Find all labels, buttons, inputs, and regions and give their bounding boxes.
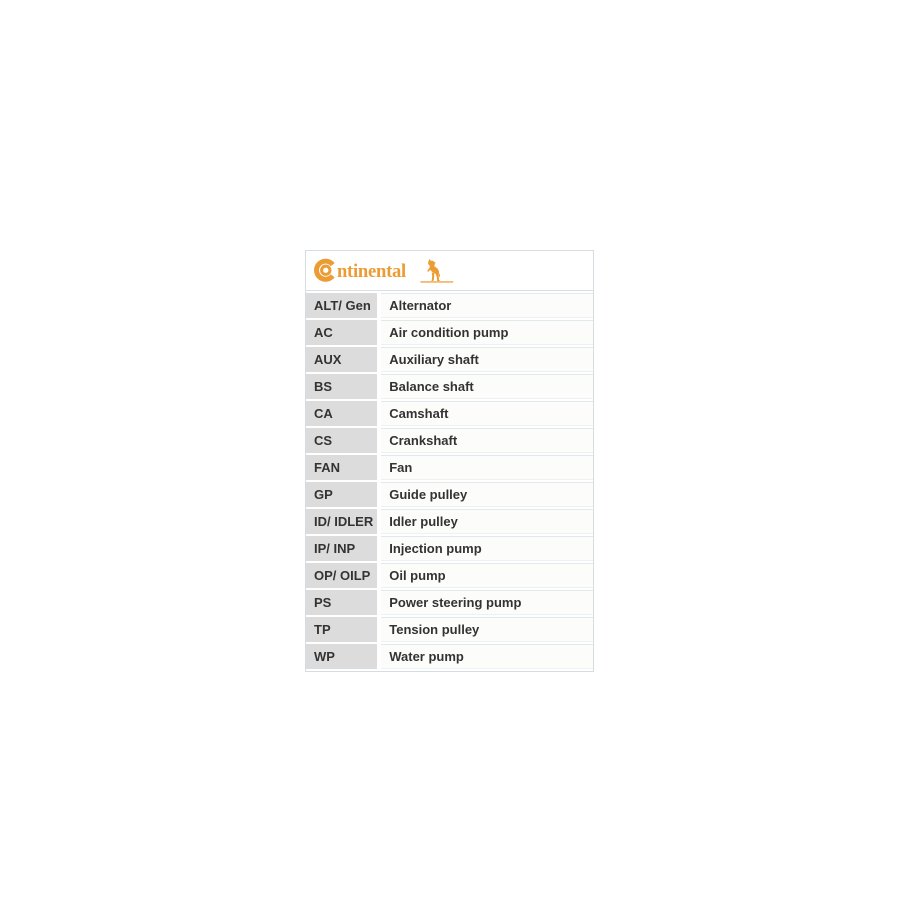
abbreviation-cell: ALT/ Gen [306,293,381,318]
component-name-cell: Water pump [381,644,593,669]
table-row [306,401,593,426]
component-name-cell: Fan [381,455,593,480]
table-row [306,428,593,453]
abbreviation-cell: CA [306,401,381,426]
rearing-horse-icon [427,259,440,281]
table-row [306,536,593,561]
component-name-cell: Balance shaft [381,374,593,399]
table-row [306,293,593,318]
component-name-cell: Injection pump [381,536,593,561]
abbreviation-cell: TP [306,617,381,642]
abbreviation-cell: AUX [306,347,381,372]
table-row [306,320,593,345]
abbreviation-cell: OP/ OILP [306,563,381,588]
abbreviation-cell: PS [306,590,381,615]
component-name-cell: Oil pump [381,563,593,588]
table-row [306,563,593,588]
abbreviation-cell: IP/ INP [306,536,381,561]
component-name-cell: Camshaft [381,401,593,426]
abbreviation-cell: FAN [306,455,381,480]
abbreviation-table [306,291,593,671]
table-row [306,509,593,534]
abbreviation-cell: WP [306,644,381,669]
brand-header [306,251,593,291]
table-row [306,347,593,372]
component-name-cell: Crankshaft [381,428,593,453]
table-row [306,617,593,642]
abbreviation-table-body [306,293,593,669]
abbreviation-cell: ID/ IDLER [306,509,381,534]
table-row [306,482,593,507]
component-name-cell: Air condition pump [381,320,593,345]
table-row [306,590,593,615]
logo-ground-line [420,281,453,282]
table-row [306,644,593,669]
component-name-cell: Auxiliary shaft [381,347,593,372]
continental-logo [313,256,455,285]
abbreviation-legend-table [305,250,594,672]
component-name-cell: Tension pulley [381,617,593,642]
abbreviation-cell: BS [306,374,381,399]
table-row [306,374,593,399]
abbreviation-cell: GP [306,482,381,507]
abbreviation-cell: AC [306,320,381,345]
abbreviation-cell: CS [306,428,381,453]
component-name-cell: Guide pulley [381,482,593,507]
logo-wordmark-text: ntinental [336,260,406,282]
logo-c-ring-icon [317,261,333,279]
table-row [306,455,593,480]
component-name-cell: Power steering pump [381,590,593,615]
component-name-cell: Alternator [381,293,593,318]
component-name-cell: Idler pulley [381,509,593,534]
